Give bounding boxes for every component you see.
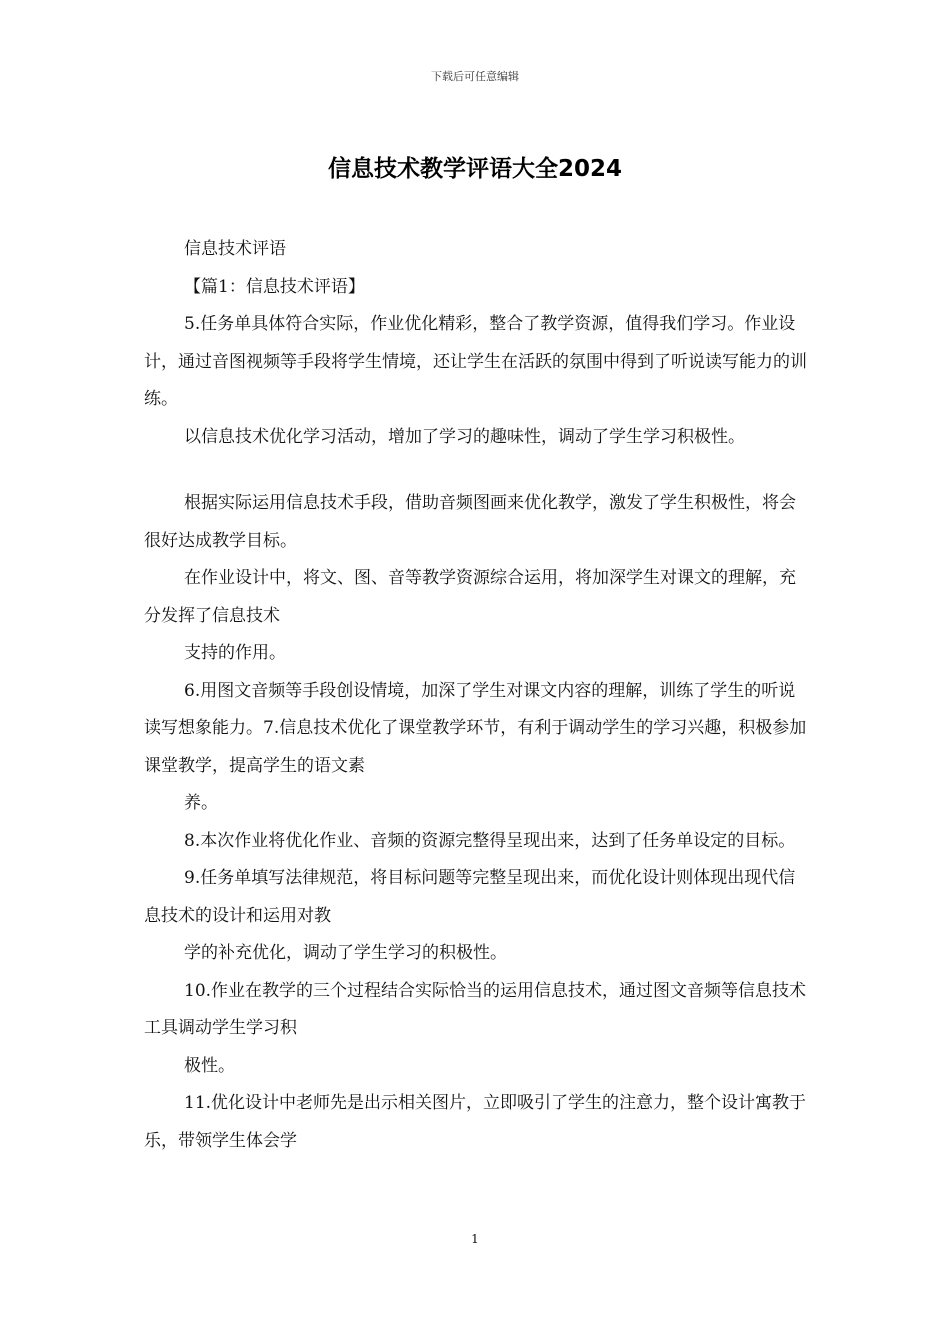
paragraph-spacer: [144, 456, 812, 485]
paragraph-section-label: 【篇1：信息技术评语】: [184, 276, 365, 297]
page-number: 1: [471, 1232, 479, 1246]
paragraph-continuation: 支持的作用。: [184, 643, 286, 663]
paragraph-continuation: 极性。: [184, 1055, 235, 1076]
paragraph-continuation: 养。: [184, 793, 218, 813]
paragraph: 在作业设计中，将文、图、音等教学资源综合运用，将加深学生对课文的理解，充分发挥了信息技术: [144, 568, 796, 626]
paragraph-item-11: 11.优化设计中老师先是出示相关图片，立即吸引了学生的注意力，整个设计寓教于乐，带领学生体会学: [144, 1093, 807, 1151]
header-note: 下载后可任意编辑: [431, 70, 519, 83]
paragraph-item-6-7: 6.用图文音频等手段创设情境，加深了学生对课文内容的理解，训练了学生的听说读写想象能力。7.信息技术优化了课堂教学环节，有利于调动学生的学习兴趣，积极参加课堂教学，提高学生的语文素: [144, 680, 807, 776]
paragraph-item-8: 8.本次作业将优化作业、音频的资源完整得呈现出来，达到了任务单设定的目标。: [184, 830, 796, 851]
paragraph: 以信息技术优化学习活动，增加了学习的趣味性，调动了学生学习积极性。: [184, 426, 745, 447]
document-body: [144, 231, 812, 1160]
paragraph-continuation: 学的补充优化，调动了学生学习的积极性。: [184, 943, 507, 963]
paragraph: 根据实际运用信息技术手段，借助音频图画来优化教学，激发了学生积极性，将会很好达成教学目标。: [144, 493, 796, 551]
paragraph-item-10: 10.作业在教学的三个过程结合实际恰当的运用信息技术，通过图文音频等信息技术工具调动学生学习积: [144, 980, 807, 1038]
paragraph-item-5: 5.任务单具体符合实际，作业优化精彩，整合了教学资源，值得我们学习。作业设计，通过音图视频等手段将学生情境，还让学生在活跃的氛围中得到了听说读写能力的训练。: [144, 314, 807, 409]
paragraph-item-9: 9.任务单填写法律规范，将目标问题等完整呈现出来，而优化设计则体现出现代信息技术的设计和运用对教: [144, 868, 796, 926]
document-title: 信息技术教学评语大全2024: [327, 156, 622, 182]
paragraph-heading: 信息技术评语: [184, 239, 286, 259]
